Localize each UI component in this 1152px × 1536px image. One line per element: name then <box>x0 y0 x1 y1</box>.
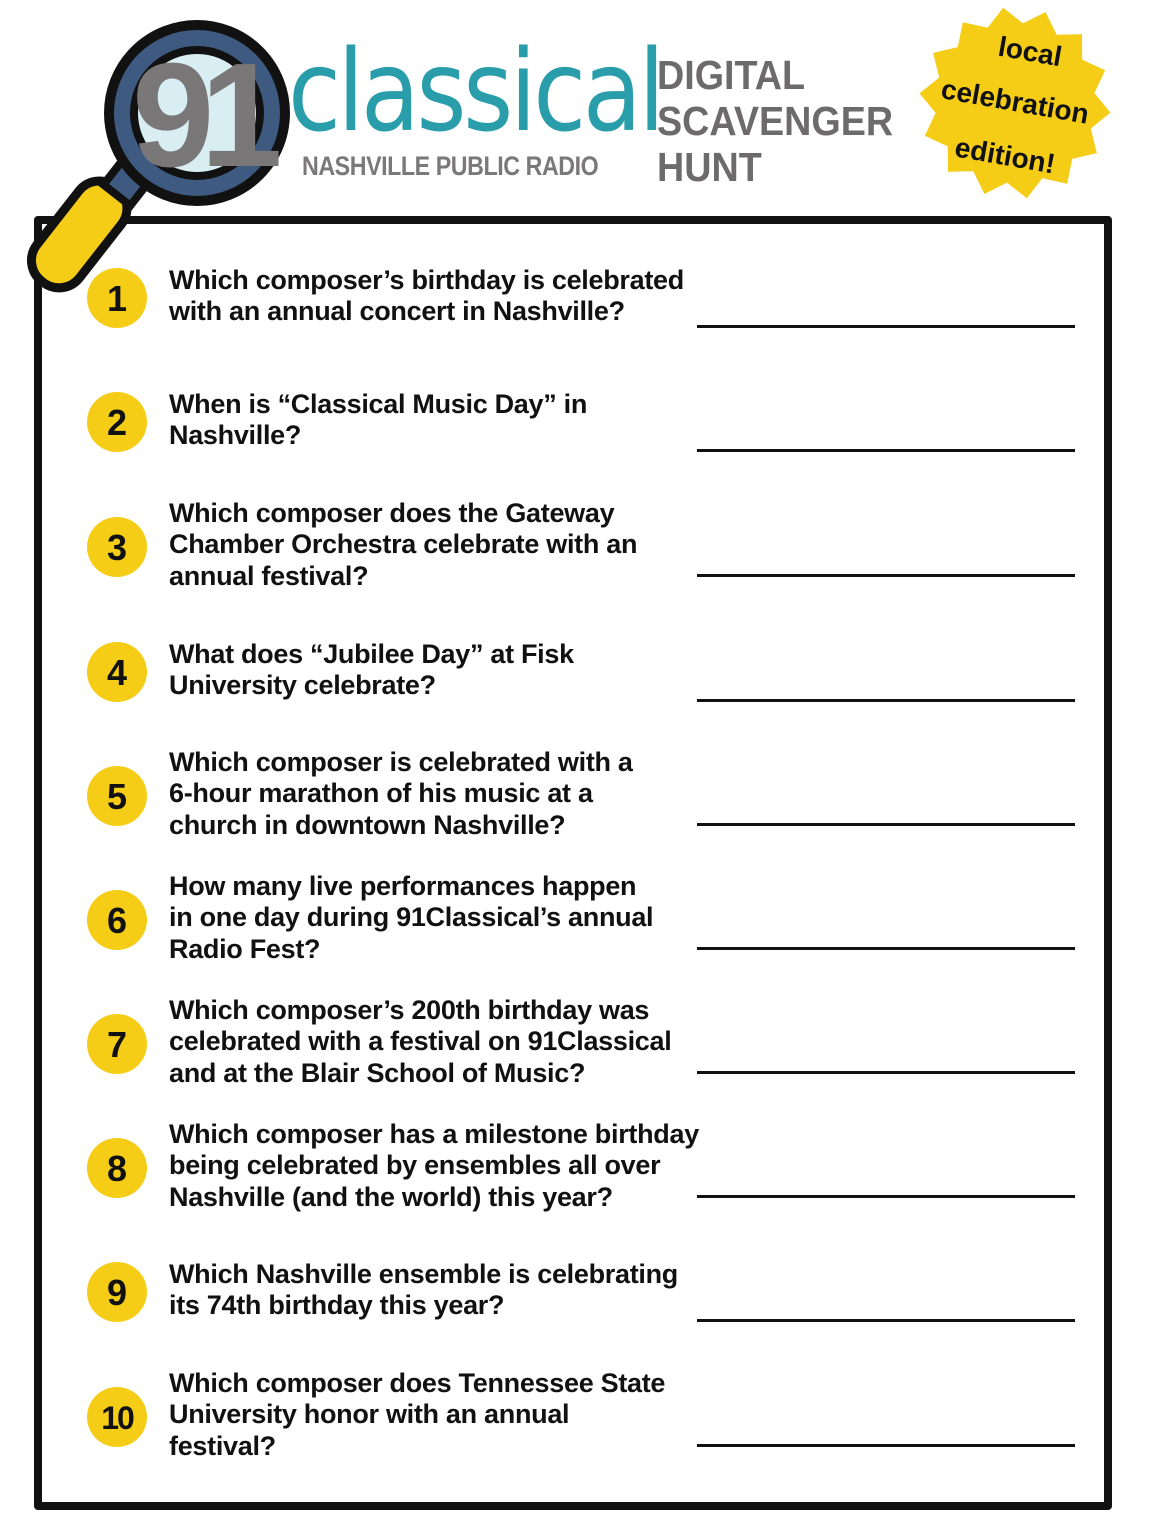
question-line: How many live performances happen <box>169 870 637 901</box>
question-text <box>169 639 574 702</box>
answer-line[interactable] <box>697 699 1075 702</box>
badge-line: celebration <box>938 73 1092 130</box>
question-text <box>169 871 653 966</box>
title-line: HUNT <box>657 144 762 190</box>
question-line: celebrated with a festival on 91Classical <box>169 1026 672 1057</box>
answer-line[interactable] <box>697 1444 1075 1447</box>
question-number-badge: 3 <box>87 517 147 577</box>
badge-line: local <box>995 30 1065 73</box>
question-line: 6-hour marathon of his music at a <box>169 778 593 809</box>
title-line: DIGITAL <box>657 52 806 98</box>
question-number-badge: 6 <box>87 890 147 950</box>
question-line: Nashville? <box>169 420 302 450</box>
question-line: its 74th birthday this year? <box>169 1290 505 1320</box>
question-line: with an annual concert in Nashville? <box>169 296 625 326</box>
answer-line[interactable] <box>697 1195 1075 1198</box>
question-text <box>169 265 684 328</box>
question-line: University honor with an annual <box>169 1399 570 1430</box>
question-text <box>169 747 633 842</box>
page-title <box>657 52 893 190</box>
answer-line[interactable] <box>697 325 1075 328</box>
answer-line[interactable] <box>697 1319 1075 1322</box>
magnifying-glass-icon <box>0 0 290 300</box>
question-text <box>169 1368 665 1463</box>
question-line: Which composer is celebrated with a <box>169 746 633 777</box>
question-number-badge: 5 <box>87 766 147 826</box>
question-line: and at the Blair School of Music? <box>169 1057 586 1088</box>
question-line: Radio Fest? <box>169 933 321 964</box>
question-line: church in downtown Nashville? <box>169 809 566 840</box>
question-line: Nashville (and the world) this year? <box>169 1181 613 1212</box>
answer-line[interactable] <box>697 574 1075 577</box>
question-line: When is “Classical Music Day” in <box>169 388 588 419</box>
question-line: Which composer does the Gateway <box>169 497 615 528</box>
logo-subtitle: NASHVILLE PUBLIC RADIO <box>302 151 599 181</box>
question-line: Which composer does Tennessee State <box>169 1367 666 1398</box>
question-line: being celebrated by ensembles all over <box>169 1150 661 1181</box>
question-number-badge: 10 <box>87 1387 147 1447</box>
question-line: Which composer’s birthday is celebrated <box>169 264 684 295</box>
answer-line[interactable] <box>697 449 1075 452</box>
question-number-badge: 7 <box>87 1014 147 1074</box>
question-line: Which composer’s 200th birthday was <box>169 994 650 1025</box>
question-line: festival? <box>169 1430 276 1461</box>
question-text <box>169 1119 699 1214</box>
badge-line: edition! <box>952 131 1058 180</box>
question-line: Which Nashville ensemble is celebrating <box>169 1258 678 1289</box>
question-text <box>169 1259 678 1322</box>
question-line: Chamber Orchestra celebrate with an <box>169 529 638 560</box>
answer-line[interactable] <box>697 947 1075 950</box>
logo-number: 91 <box>132 33 269 198</box>
question-number-badge: 2 <box>87 392 147 452</box>
question-line: in one day during 91Classical’s annual <box>169 902 654 933</box>
question-number-badge: 8 <box>87 1138 147 1198</box>
answer-line[interactable] <box>697 823 1075 826</box>
title-line: SCAVENGER <box>657 98 894 144</box>
question-line: annual festival? <box>169 560 369 591</box>
question-text <box>169 995 671 1090</box>
question-line: What does “Jubilee Day” at Fisk <box>169 638 574 669</box>
answer-line[interactable] <box>697 1071 1075 1074</box>
question-text <box>169 498 637 593</box>
question-number-badge: 4 <box>87 642 147 702</box>
question-line: Which composer has a milestone birthday <box>169 1118 699 1149</box>
question-text <box>169 389 587 452</box>
question-number-badge: 1 <box>87 268 147 328</box>
logo-wordmark: classical <box>288 27 662 157</box>
question-line: University celebrate? <box>169 670 436 700</box>
question-number-badge: 9 <box>87 1262 147 1322</box>
